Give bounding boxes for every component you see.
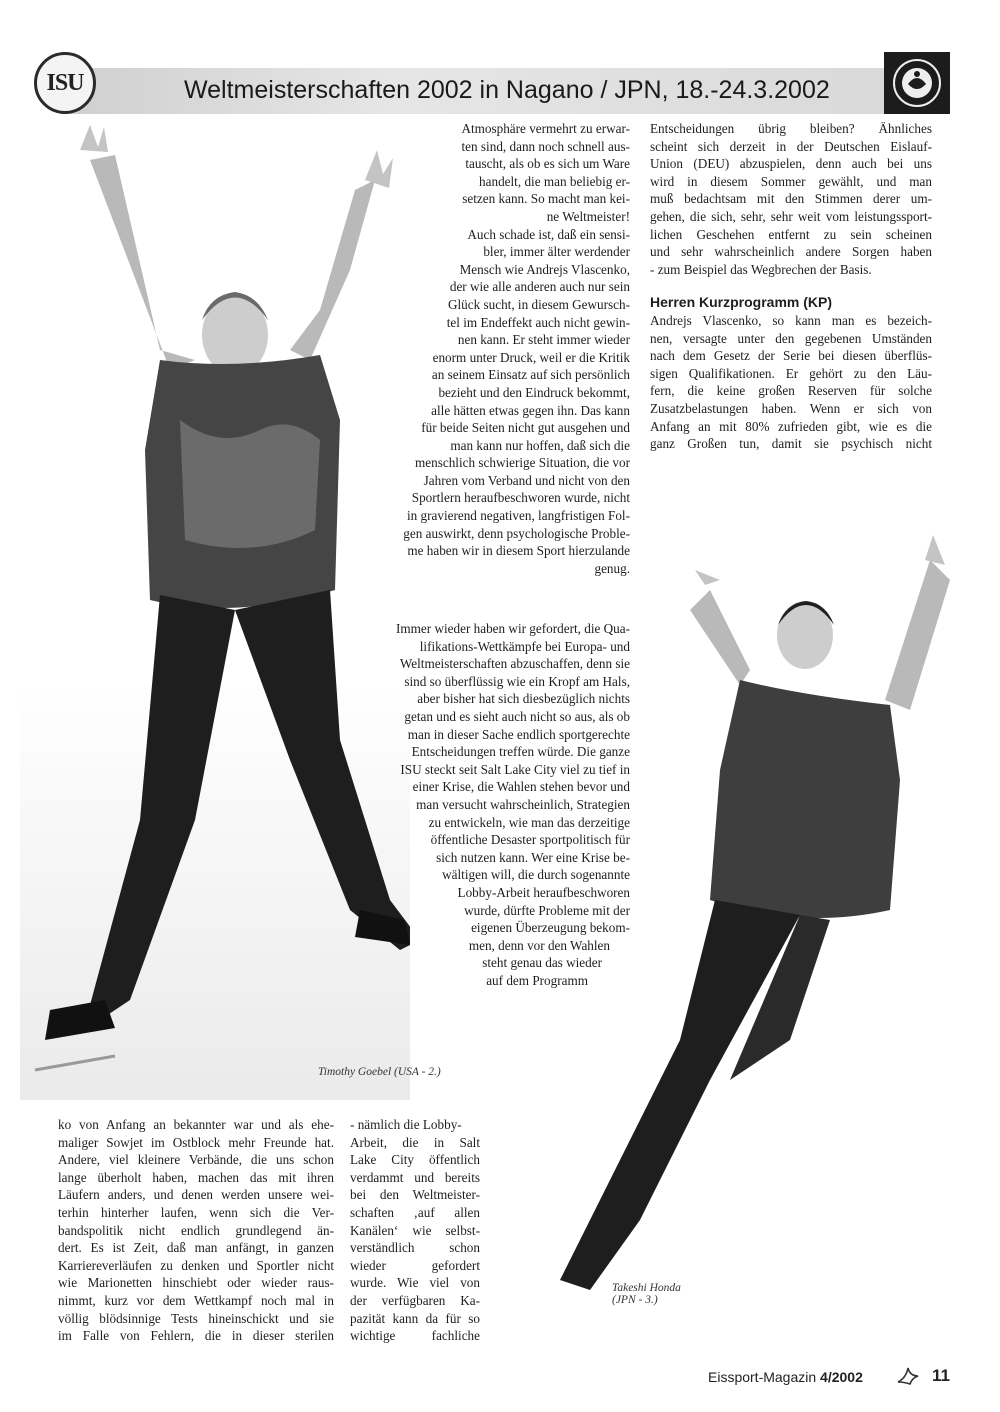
- footer-magazine: [708, 1369, 863, 1385]
- article-column-middle-para2: [368, 620, 630, 989]
- text-line: Immer wieder haben wir gefordert, die Qua-: [396, 621, 630, 636]
- text-line: gehen, die sich, sehr, sehr weit vom leistungssport-: [650, 208, 932, 224]
- text-line: öffentliche Desaster sportpolitisch für: [430, 832, 630, 848]
- section-heading: Herren Kurzprogramm (KP): [650, 294, 833, 311]
- text-line: bezieht und den Eindruck bekommt,: [438, 384, 630, 400]
- text-line: handelt, die man beliebig er-: [479, 173, 630, 189]
- text-line: zu entwickeln, wie man das derzeitige: [428, 814, 630, 830]
- bird-icon: [895, 1362, 923, 1395]
- text-line: einer Krise, die Wahlen stehen bevor und: [412, 779, 630, 795]
- article-column-bottom-left: [58, 1116, 334, 1345]
- text-line: sigen Qualifikationen. Er gehört zu den Läu-: [650, 365, 932, 381]
- text-line: nen, versagte unter den gegebenen Umständen: [650, 330, 932, 346]
- text-line: scheint sich derzeit in der Deutschen Eislauf-: [650, 138, 932, 154]
- text-line: wird in diesem Sommer gewählt, und man: [650, 173, 932, 189]
- text-line: alle hätten etwas gegen ihn. Das kann: [431, 402, 630, 418]
- text-line: tel im Endeffekt auch nicht gewin-: [446, 314, 630, 330]
- text-line: Weltmeisterschaften abzuschaffen, denn sie: [399, 656, 630, 672]
- isu-logo-text: ISU: [46, 69, 84, 96]
- text-line: lichen Geschehen entfernt zu sein scheinen: [650, 226, 932, 242]
- text-line: tauscht, als ob es sich um Ware: [465, 156, 630, 172]
- text-line: Karriereverläufen zu denken und Sportler nicht: [58, 1257, 334, 1273]
- text-line: ISU steckt seit Salt Lake City viel zu tief in: [400, 761, 630, 777]
- text-line: Auch schade ist, daß ein sensi-: [467, 226, 630, 242]
- text-line: sich nutzen kann. Wer eine Krise be-: [436, 849, 630, 865]
- text-line: steht genau das wieder: [482, 955, 602, 971]
- photo-timothy-goebel: [20, 120, 410, 1100]
- text-line: nimmt, kurz vor dem Wettkampf noch mal in: [58, 1292, 334, 1308]
- text-line: - nämlich die Lobby-: [350, 1117, 462, 1132]
- caption-honda-name: Takeshi Honda: [612, 1282, 681, 1294]
- text-line: enorm unter Druck, weil er die Kritik: [432, 349, 630, 365]
- text-line: verdammt und bereits: [350, 1169, 480, 1185]
- text-line: schaften ‚auf allen: [350, 1204, 480, 1220]
- text-line: Arbeit, die in Salt: [350, 1134, 480, 1150]
- magazine-name: Eissport-Magazin: [708, 1369, 817, 1385]
- text-line: völlig blödsinnige Tests hineinschickt und sie: [58, 1310, 334, 1326]
- text-line: wurde, dürfte Probleme mit der: [464, 902, 630, 918]
- nagano-2002-logo-icon: [884, 52, 950, 114]
- text-line: Lobby-Arbeit heraufbeschworen: [457, 884, 630, 900]
- text-line: Union (DEU) abzuspielen, denn auch bei uns: [650, 156, 932, 172]
- text-line: wältigen will, die durch sogenannte: [442, 867, 630, 883]
- text-line: fern, die keine großen Reserven für solche: [650, 383, 932, 399]
- caption-honda-country: (JPN - 3.): [612, 1294, 658, 1306]
- text-line: setzen kann. So macht man kei-: [462, 191, 630, 207]
- text-line: Sportlern heraufbeschworen wurde, nicht: [411, 490, 630, 506]
- text-line: Atmosphäre vermehrt zu erwar-: [461, 121, 630, 136]
- text-line: Zusatzbelastungen haben. Wenn er sich von: [650, 400, 932, 416]
- photo-caption-honda: [612, 1282, 681, 1306]
- text-line: Jahren vom Verband und nicht von den: [423, 472, 630, 488]
- text-line: ne Weltmeister!: [546, 208, 630, 224]
- text-line: ko von Anfang an bekannter war und als ehe-: [58, 1117, 334, 1132]
- article-column-bottom-middle: [350, 1116, 480, 1345]
- text-line: Glück sucht, in diesem Gewursch-: [447, 296, 630, 312]
- text-line: bandspolitik nicht endlich grundlegend än-: [58, 1222, 334, 1238]
- text-line: wurde. Wie viel von: [350, 1275, 480, 1291]
- text-line: bei den Weltmeister-: [350, 1187, 480, 1203]
- text-line: aber bisher hat sich diesbezüglich nichts: [417, 691, 630, 707]
- text-line: man kann nur hoffen, daß sich die: [450, 437, 630, 453]
- page-number: 11: [932, 1366, 950, 1385]
- text-line: ganz Großen tun, damit sie psychisch nicht: [650, 436, 932, 452]
- text-line: wichtige fachliche: [350, 1328, 480, 1344]
- text-line: Mensch wie Andrejs Vlascenko,: [459, 261, 630, 277]
- text-line: bler, immer älter werdender: [483, 244, 630, 260]
- text-line: getan und es sieht auch nicht so aus, als ob: [404, 708, 630, 724]
- text-line: für beide Seiten nicht gut ausgehen und: [421, 420, 630, 436]
- text-line: muß bedachtsam mit den Stimmen derer um-: [650, 191, 932, 207]
- text-line: - zum Beispiel das Wegbrechen der Basis.: [650, 261, 872, 277]
- text-line: nen kann. Er steht immer wieder: [457, 332, 630, 348]
- text-line: terhin hinterher laufen, wenn sich die Ver-: [58, 1204, 334, 1220]
- page-title: Weltmeisterschaften 2002 in Nagano / JPN, 18.-24.3.2002: [184, 76, 830, 104]
- text-line: eigenen Überzeugung bekom-: [471, 920, 630, 936]
- text-line: der wie alle anderen auch nur sein: [449, 279, 630, 295]
- text-line: dert. Es ist Zeit, daß man anfängt, in ganzen: [58, 1240, 334, 1256]
- text-line: Entscheidungen übrig bleiben? Ähnliches: [650, 121, 932, 136]
- text-line: Kanälen‘ wie selbst-: [350, 1222, 480, 1238]
- isu-logo-icon: [34, 52, 96, 114]
- text-line: nach dem Gesetz der Serie bei diesen überflüs-: [650, 348, 932, 364]
- text-line: verständlich schon: [350, 1240, 480, 1256]
- text-line: me haben wir in diesem Sport hierzulande: [407, 543, 630, 559]
- text-line: und sehr wahrscheinlich andere Sorgen haben: [650, 244, 932, 260]
- text-line: gen auswirkt, denn psychologische Proble-: [403, 525, 630, 541]
- text-line: an seinem Einsatz auf sich persönlich: [431, 367, 630, 383]
- text-line: Andrejs Vlascenko, so kann man es bezeich-: [650, 312, 932, 328]
- text-line: men, denn vor den Wahlen: [468, 937, 610, 953]
- text-line: sind so überflüssig wie ein Kropf am Hals,: [404, 673, 630, 689]
- text-line: Läufern anders, und denen werden unsere wei-: [58, 1187, 334, 1203]
- issue-number: 4/2002: [820, 1369, 863, 1385]
- text-line: man in dieser Sache endlich sportgerechte: [407, 726, 630, 742]
- text-line: Anfang an mit 80% zufrieden gibt, wie es die: [650, 418, 932, 434]
- photo-caption-goebel: Timothy Goebel (USA - 2.): [318, 1066, 441, 1078]
- text-line: der verfügbaren Ka-: [350, 1292, 480, 1308]
- text-line: maliger Sowjet im Ostblock mehr Freunde hat.: [58, 1134, 334, 1150]
- text-line: Lake City öffentlich: [350, 1152, 480, 1168]
- text-line: Andere, viel kleinere Verbände, die uns schon: [58, 1152, 334, 1168]
- text-line: wie Marionetten hinschiebt oder wieder raus-: [58, 1275, 334, 1291]
- text-line: man versucht wahrscheinlich, Strategien: [416, 796, 630, 812]
- text-line: lange überholt haben, machen das mit ihren: [58, 1169, 334, 1185]
- text-line: menschlich schwierige Situation, die vor: [415, 455, 630, 471]
- text-line: wieder gefordert: [350, 1257, 480, 1273]
- text-line: in gravierend negativen, langfristigen Fol-: [406, 508, 630, 524]
- text-line: pazität kann da für so: [350, 1310, 480, 1326]
- text-line: genug.: [594, 560, 630, 576]
- article-column-middle: [368, 120, 630, 577]
- text-line: im Falle von Fehlern, die in dieser sterilen: [58, 1328, 334, 1344]
- text-line: lifikations-Wettkämpfe bei Europa- und: [419, 638, 630, 654]
- text-line: Entscheidungen treffen würde. Die ganze: [411, 744, 630, 760]
- text-line: ten sind, dann noch schnell aus-: [461, 138, 630, 154]
- article-column-right: [650, 120, 932, 453]
- text-line: auf dem Programm: [486, 972, 588, 988]
